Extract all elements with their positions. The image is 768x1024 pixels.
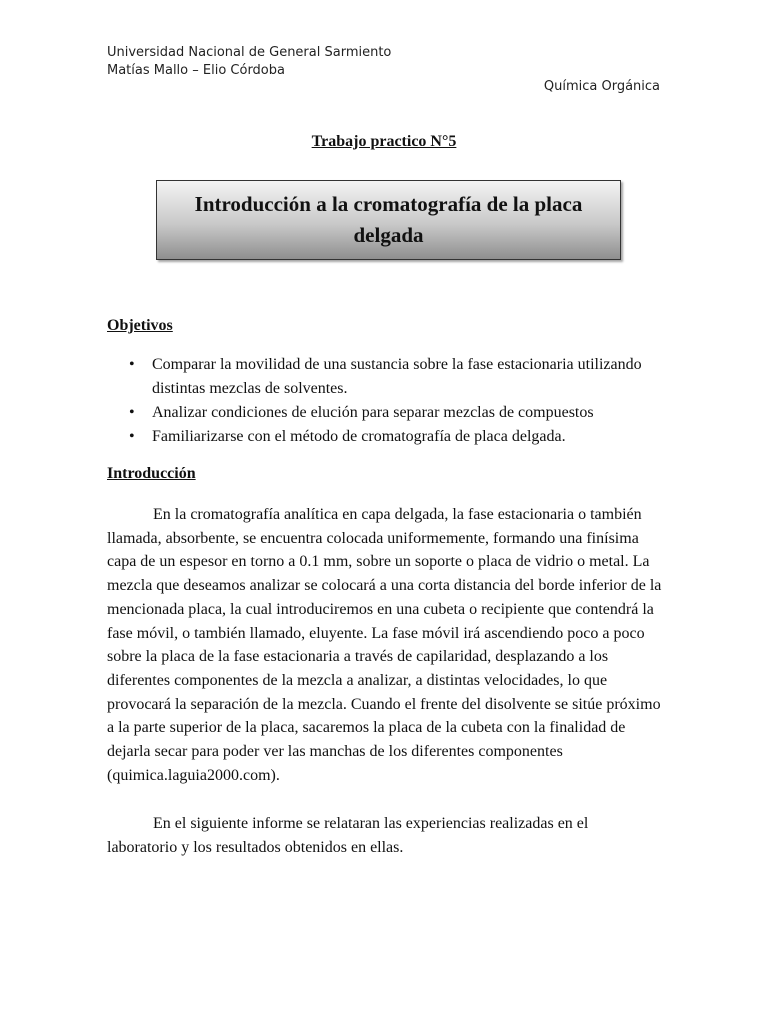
paragraph-text: En la cromatografía analítica en capa delgada, la fase estacionaria o también llamada, absorbente, se encuentra colocada uniformemente, formando una finísima capa de un espesor en torno a 0.1 mm, sobre un soporte o placa de vidrio o metal. La mezcla que deseamos analizar se colocará a una corta distancia del borde inferior de la mencionada placa, la cual introduciremos en una cubeta o recipiente que contendrá la fase móvil, o también llamado, eluyente. La fase móvil irá ascendiendo poco a poco sobre la placa de la fase estacionaria a través de capilaridad, desplazando a los diferentes componentes de la mezcla a analizar, a distintas velocidades, lo que provocará la separación de la mezcla. Cuando el frente del disolvente se sitúe próximo a la parte superior de la placa, sacaremos la placa de la cubeta con la finalidad de dejarla secar para poder ver las manchas de los diferentes componentes (quimica.laguia2000.com). <box>107 506 662 784</box>
practice-title: Trabajo practico N°5 <box>311 133 457 150</box>
objective-text: Comparar la movilidad de una sustancia sobre la fase estacionaria utilizando distintas mezclas de solventes. <box>152 356 642 397</box>
main-title: Introducción a la cromatografía de la placa delgada <box>194 192 583 247</box>
main-title-box <box>156 180 621 260</box>
report-paragraph <box>107 812 662 859</box>
bullet-icon: • <box>129 428 135 445</box>
subject-name: Química Orgánica <box>543 79 660 94</box>
bullet-icon: • <box>129 404 135 421</box>
paragraph-text: En el siguiente informe se relataran las experiencias realizadas en el laboratorio y los resultados obtenidos en ellas. <box>107 815 589 856</box>
document-header <box>107 44 391 80</box>
introduction-heading: Introducción <box>107 465 196 482</box>
objective-text: Analizar condiciones de elución para separar mezclas de compuestos <box>152 404 594 421</box>
list-item <box>107 425 667 449</box>
introduction-paragraph <box>107 503 662 787</box>
authors: Matías Mallo – Elio Córdoba <box>107 63 285 78</box>
list-item <box>107 401 667 425</box>
list-item <box>107 353 667 401</box>
bullet-icon: • <box>129 356 135 373</box>
university-name: Universidad Nacional de General Sarmiento <box>107 45 392 60</box>
objective-text: Familiarizarse con el método de cromatografía de placa delgada. <box>152 428 566 445</box>
objectives-heading: Objetivos <box>107 317 173 334</box>
objectives-list <box>107 353 667 449</box>
